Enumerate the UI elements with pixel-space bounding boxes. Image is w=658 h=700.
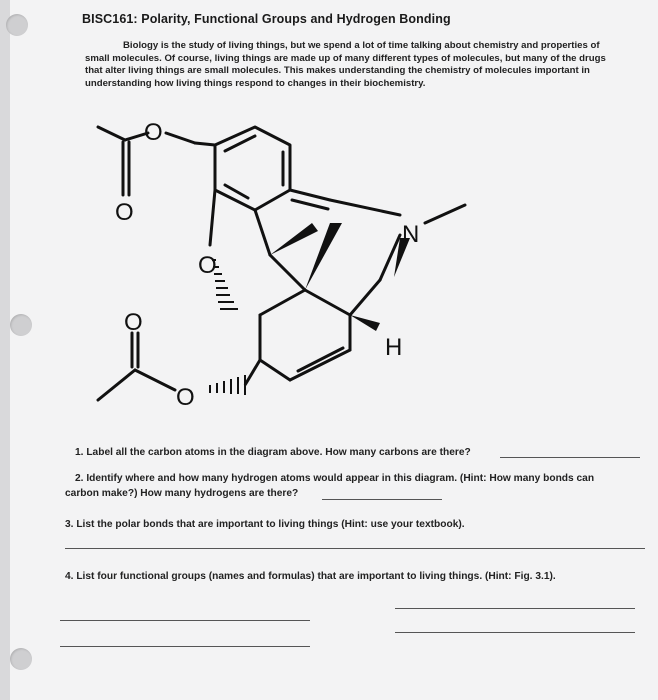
atom-o-carbonyl-top: O	[115, 199, 134, 226]
binder-hole-bottom	[10, 648, 32, 670]
atom-o-ring: O	[198, 252, 217, 279]
question-4: 4. List four functional groups (names and formulas) that are important to living things. (Hint: Fig. 3.1).	[65, 571, 556, 582]
answer-line-4d[interactable]	[395, 632, 635, 633]
answer-line-4a[interactable]	[60, 620, 310, 621]
answer-line-3[interactable]	[65, 548, 645, 549]
atom-n: N	[402, 221, 420, 248]
answer-line-4c[interactable]	[60, 646, 310, 647]
answer-line-1[interactable]	[500, 457, 640, 458]
heroin-structure-diagram	[80, 105, 480, 415]
intro-paragraph: Biology is the study of living things, but we spend a lot of time talking about chemistry and properties of small molecules. Of course, living things are made up of many different types of molecules, but many of the drugs that alter living things are small molecules. This makes understanding the chemistry of molecules important in understanding how living things respond to changes in their biochemistry.	[85, 40, 606, 89]
binder-hole-top	[6, 14, 28, 36]
binder-hole-middle	[10, 314, 32, 336]
atom-o-carbonyl-bottom: O	[124, 309, 143, 336]
answer-line-2[interactable]	[322, 499, 442, 500]
answer-line-4b[interactable]	[395, 608, 635, 609]
question-3: 3. List the polar bonds that are important to living things (Hint: use your textbook).	[65, 519, 465, 530]
atom-o-bottom: O	[176, 384, 195, 411]
question-2-line-2: carbon make?) How many hydrogens are there?	[65, 488, 299, 499]
atom-h: H	[385, 334, 403, 361]
worksheet-page	[10, 0, 658, 700]
worksheet-title: BISC161: Polarity, Functional Groups and Hydrogen Bonding	[82, 12, 451, 26]
atom-o-top: O	[144, 119, 163, 146]
question-1: 1. Label all the carbon atoms in the diagram above. How many carbons are there?	[75, 447, 471, 458]
question-2-line-1: 2. Identify where and how many hydrogen atoms would appear in this diagram. (Hint: How many bonds can	[75, 473, 595, 484]
